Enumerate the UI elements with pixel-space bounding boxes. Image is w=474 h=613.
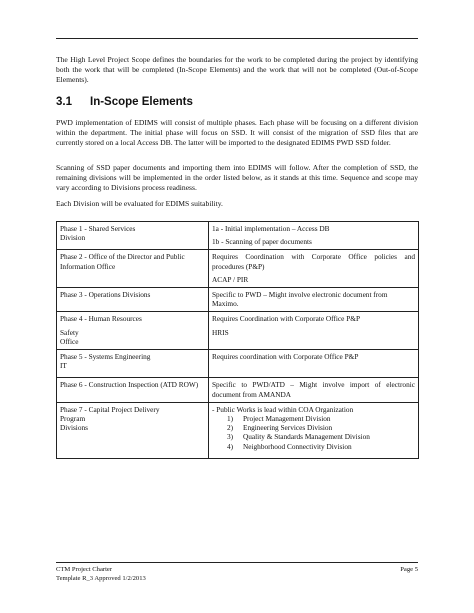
intro-paragraph: The High Level Project Scope defines the boundaries for the work to be completed during the project by identifying both the work that will be completed (In-Scope Elements) and the work that will not be completed (Out-of-Scope Elements). bbox=[56, 55, 418, 85]
scope-text: - Public Works is lead within COA Organization bbox=[212, 404, 354, 414]
table-row bbox=[57, 350, 419, 378]
footer-template: Template R_3 Approved 1/2/2013 bbox=[56, 574, 146, 582]
phase-label: Safety bbox=[60, 327, 79, 337]
phase-label: Divisions bbox=[60, 423, 88, 433]
header-rule bbox=[56, 38, 418, 39]
section-heading bbox=[56, 96, 193, 108]
phase-label: Phase 2 - Office of the Director and Public Information Office bbox=[60, 252, 185, 271]
list-text: Quality & Standards Management Division bbox=[243, 432, 370, 442]
phase-label: Program bbox=[60, 414, 86, 424]
scope-text: Requires Coordination with Corporate Office P&P bbox=[212, 314, 361, 324]
list-text: Neighborhood Connectivity Division bbox=[243, 441, 352, 451]
scope-text: Requires coordination with Corporate Office P&P bbox=[212, 352, 359, 362]
phase-label: Phase 1 - Shared Services bbox=[60, 224, 136, 233]
table-row bbox=[57, 250, 419, 288]
table-row bbox=[57, 222, 419, 250]
phase-cell bbox=[57, 312, 209, 350]
scope-text: Specific to PWD – Might involve electronic document from Maximo. bbox=[212, 290, 388, 309]
table-row bbox=[57, 312, 419, 350]
phase-label: Phase 3 - Operations Divisions bbox=[60, 290, 151, 300]
list-number: 3) bbox=[227, 432, 234, 442]
footer-title: CTM Project Charter bbox=[56, 566, 113, 573]
scope-text: 1b - Scanning of paper documents bbox=[212, 237, 312, 247]
list-number: 2) bbox=[227, 423, 234, 433]
scope-cell bbox=[209, 402, 419, 458]
footer-rule bbox=[56, 562, 418, 563]
scope-cell bbox=[209, 288, 419, 312]
scope-cell bbox=[209, 378, 419, 402]
list-item bbox=[212, 432, 415, 441]
scope-text: Specific to PWD/ATD – Might involve import of electronic document from AMANDA bbox=[212, 380, 415, 399]
phase-label: Office bbox=[60, 336, 79, 346]
phase-label: Phase 6 - Construction Inspection (ATD ROW) bbox=[60, 380, 199, 390]
scope-text: Requires Coordination with Corporate Office policies and procedures (P&P) bbox=[212, 252, 415, 271]
phase-label: Phase 7 - Capital Project Delivery bbox=[60, 404, 160, 414]
scope-cell bbox=[209, 312, 419, 350]
scope-text: HRIS bbox=[212, 327, 229, 337]
table-row bbox=[57, 378, 419, 402]
phase-cell bbox=[57, 222, 209, 250]
scope-cell bbox=[209, 222, 419, 250]
list-number: 4) bbox=[227, 441, 234, 451]
table-row bbox=[57, 288, 419, 312]
division-list bbox=[212, 414, 415, 451]
list-item bbox=[212, 423, 415, 432]
table-row bbox=[57, 402, 419, 458]
phases-table bbox=[56, 221, 419, 459]
body-paragraph: Scanning of SSD paper documents and importing them into EDIMS will follow. After the completion of SSD, the remaining divisions will be implemented in the order listed below, as it stands at this time. Sequence and scope may vary according to Divisions process readiness. bbox=[56, 163, 418, 193]
phase-label: Division bbox=[60, 233, 86, 243]
phase-cell bbox=[57, 250, 209, 288]
section-number: 3.1 bbox=[56, 96, 72, 108]
phase-cell bbox=[57, 350, 209, 378]
list-item bbox=[212, 414, 415, 423]
phase-cell bbox=[57, 378, 209, 402]
section-title: In-Scope Elements bbox=[90, 96, 193, 108]
phase-cell bbox=[57, 402, 209, 458]
footer-left bbox=[56, 566, 146, 583]
body-paragraph: PWD implementation of EDIMS will consist of multiple phases. Each phase will be focusing on a different division within the department. The initial phase will focus on SSD. It will consist of the migration of SSD files that are currently stored on a local Access DB. The latter will be imported to the designated EDIMS PWD SSD folder. bbox=[56, 118, 418, 148]
scope-cell bbox=[209, 250, 419, 288]
phase-label: Phase 4 - Human Resources bbox=[60, 314, 142, 324]
phase-cell bbox=[57, 288, 209, 312]
scope-text: ACAP / PIR bbox=[212, 274, 249, 284]
phase-label: Phase 5 - Systems Engineering bbox=[60, 352, 151, 362]
scope-cell bbox=[209, 350, 419, 378]
page-number: Page 5 bbox=[400, 566, 418, 573]
body-paragraph: Each Division will be evaluated for EDIMS suitability. bbox=[56, 199, 223, 208]
list-text: Project Management Division bbox=[243, 414, 331, 424]
scope-text: 1a - Initial implementation – Access DB bbox=[212, 224, 330, 233]
list-item bbox=[212, 442, 415, 451]
phase-label: IT bbox=[60, 361, 67, 371]
list-text: Engineering Services Division bbox=[243, 423, 333, 433]
list-number: 1) bbox=[227, 414, 234, 424]
